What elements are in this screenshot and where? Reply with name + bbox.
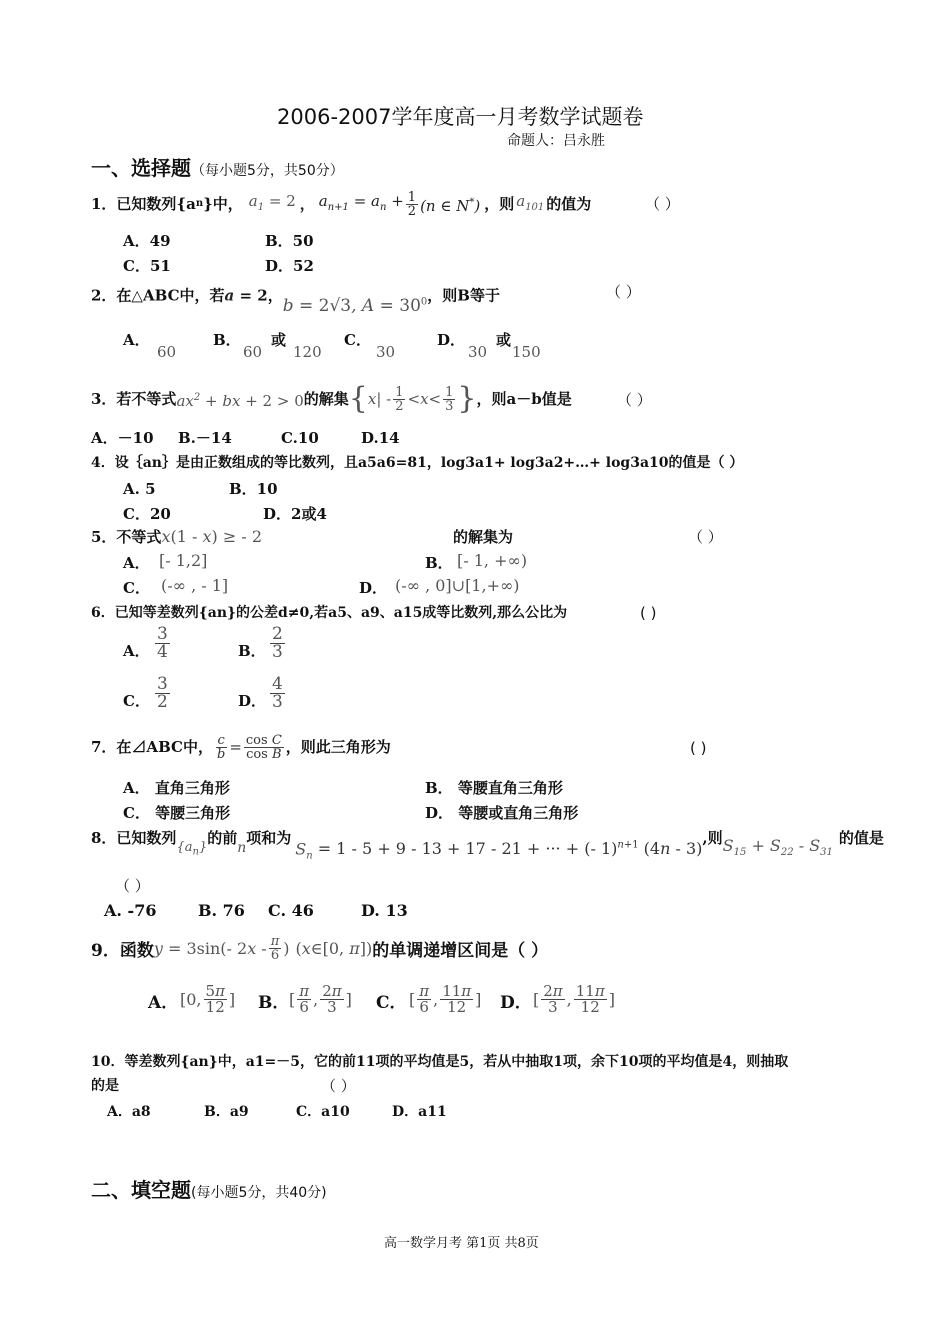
- question-10-line-1: 10．等差数列{an}中，a1=－5，它的前11项的平均值是5，若从中抽取1项，余下10项的平均值是4，则抽取: [91, 1054, 789, 1070]
- q7-option-b: B． 等腰直角三角形: [425, 779, 563, 797]
- q5-stem-b: 的解集为: [453, 528, 514, 546]
- q4-option-a: A. 5: [123, 480, 156, 498]
- q1-stem-b: }中，: [203, 195, 243, 213]
- q2-value-c: 30: [376, 343, 396, 361]
- q10-option-b: B．a9: [204, 1104, 249, 1120]
- q2-option-b: B．: [213, 331, 241, 349]
- q9-stem-a: 9．函数: [91, 940, 154, 961]
- question-1: 1．已知数列{a n }中， $a_1 = 2$ ， $a_{n+1} = a_n$ + $\frac{1}{2}$ (n ∈ N*) ，则 $a_{101}$ 的值为: [91, 189, 592, 219]
- q9-option-c: C．: [376, 993, 407, 1013]
- q9-option-d: D．: [500, 993, 532, 1013]
- q1-option-a: A．49: [123, 232, 171, 250]
- q9-option-b: B．: [258, 993, 290, 1013]
- q2-value-a: 60: [157, 343, 177, 361]
- q5-option-b: B．: [425, 554, 453, 572]
- q5-value-a: [- 1,2]: [159, 551, 208, 570]
- q2-option-d: D．: [437, 331, 466, 349]
- q6-value-c: $\frac{3}{2}$: [157, 674, 168, 712]
- q9-stem-b: 的单调递增区间是（ ）: [372, 940, 549, 961]
- q9-value-b: [ $\frac{\pi}{6}$ , $\frac{2\pi}{3}$ ]: [289, 981, 352, 1016]
- q8-stem-a: 8．已知数列: [91, 829, 177, 847]
- q3-option-a: A．－10: [91, 429, 154, 447]
- q1-stem-a: 1．已知数列{a: [91, 195, 196, 213]
- section-1-heading: [91, 152, 344, 181]
- question-10-line-2: 的是: [91, 1078, 119, 1094]
- question-7: 7．在⊿ABC中， $\frac{c}{b}$ = $\frac{\text{cos C}}{\text{cos B}}$ ，则此三角形为: [91, 732, 391, 762]
- q7-option-a: A． 直角三角形: [123, 779, 230, 797]
- q6-option-d: D．: [238, 692, 267, 710]
- question-8: 8．已知数列 $\{a_n\}$ 的前 n 项和为 $S_n = 1 - 5 + 9 - 13 + 17 - 21$ + ··· + (- 1)$^{n+1}$ (4n - 3) ,则 $S_{15} + S_{22} - S_{31}$ 的值是: [91, 829, 884, 862]
- q5-value-c: (-∞ , - 1]: [161, 576, 229, 595]
- q3-option-b: B.－14: [178, 429, 232, 447]
- q8-option-a: A. -76: [104, 901, 157, 920]
- q5-option-a: A．: [123, 554, 150, 572]
- q2-stem-b: ，则B等于: [427, 286, 500, 305]
- q7-option-c: C． 等腰三角形: [123, 804, 231, 822]
- q2-option-a: A．: [123, 331, 150, 349]
- q6-value-b: $\frac{2}{3}$: [272, 624, 283, 662]
- q3-stem-b: 的解集: [303, 390, 349, 408]
- q2-value-b2: 120: [293, 343, 322, 361]
- q2-value-d2: 150: [512, 343, 541, 361]
- q2-value-b1: 60: [243, 343, 263, 361]
- q6-value-a: $\frac{3}{4}$: [157, 624, 168, 662]
- q6-option-b: B．: [238, 642, 266, 660]
- question-9: 9．函数 y = 3sin(- 2x - $\frac{\pi}{6}$ ) (x∈[0, π]) 的单调递增区间是（ ）: [91, 933, 549, 963]
- q4-option-b: B．10: [229, 480, 278, 498]
- q1-answer-paren: （ ）: [645, 195, 680, 213]
- q5-answer-paren: （ ）: [688, 528, 723, 546]
- section-1-title: 一、选择题: [91, 156, 191, 180]
- q2-option-c: C．: [344, 331, 371, 349]
- q8-stem-b: 的前: [207, 829, 238, 847]
- author-line: 命题人：吕永胜: [507, 133, 605, 149]
- q8-stem-e: 的值是: [838, 829, 884, 847]
- q8-stem-c: 项和为: [246, 829, 292, 847]
- q2-option-d-or: 或: [496, 331, 512, 349]
- question-3: 3．若不等式 $ax^2$ + bx + 2 > 0 的解集 { x | - $\frac{1}{2}$ < x < $\frac{1}{3}$ } ，则a－b值是: [91, 381, 572, 416]
- q7-stem-a: 7．在⊿ABC中，: [91, 738, 213, 756]
- q3-stem-a: 3．若不等式: [91, 390, 177, 408]
- q1-stem-d: 的值为: [546, 195, 592, 213]
- section-1-note: （每小题5分，共50分）: [191, 163, 344, 179]
- q5-option-c: C．: [123, 579, 150, 597]
- q9-option-a: A．: [148, 993, 179, 1013]
- q8-answer-paren: （ ）: [115, 877, 150, 895]
- q4-option-c: C．20: [123, 505, 171, 523]
- q9-value-c: [ $\frac{\pi}{6}$ , $\frac{11\pi}{12}$ ]: [409, 981, 482, 1016]
- q3-answer-paren: （ ）: [617, 391, 652, 409]
- q9-value-d: [ $\frac{2\pi}{3}$ , $\frac{11\pi}{12}$ ]: [533, 981, 615, 1016]
- q7-answer-paren: ( ): [690, 739, 707, 757]
- q3-option-d: D.14: [361, 429, 400, 447]
- q7-option-d: D． 等腰或直角三角形: [425, 804, 579, 822]
- q2-stem-a: 2．在△ABC中，若: [91, 286, 225, 305]
- q6-answer-paren: ( ): [640, 604, 657, 622]
- q2-option-b-or: 或: [271, 331, 287, 349]
- q1-option-b: B．50: [265, 232, 314, 250]
- q8-option-d: D. 13: [361, 901, 408, 920]
- q1-option-c: C．51: [123, 257, 171, 275]
- q8-option-b: B. 76: [198, 901, 245, 920]
- q10-answer-paren: （ ）: [321, 1077, 356, 1095]
- q3-stem-c: ，则a－b值是: [476, 390, 572, 408]
- q10-option-a: A．a8: [107, 1104, 151, 1120]
- q10-option-d: D．a11: [392, 1104, 447, 1120]
- q5-stem-a: 5．不等式: [91, 528, 162, 546]
- q3-option-c: C.10: [281, 429, 319, 447]
- q8-stem-d: ,则: [702, 829, 723, 847]
- q1-option-d: D．52: [265, 257, 314, 275]
- q10-option-c: C．a10: [296, 1104, 350, 1120]
- q6-option-a: A．: [123, 642, 150, 660]
- q1-stem-c: ，则: [484, 195, 515, 213]
- q6-option-c: C．: [123, 692, 150, 710]
- question-5: 5．不等式x(1 - x) ≥ - 2: [91, 527, 262, 546]
- page-title: 2006-2007学年度高一月考数学试题卷: [277, 105, 644, 129]
- q9-value-a: [0, $\frac{5\pi}{12}$ ]: [180, 981, 236, 1016]
- section-2-heading: [91, 1174, 327, 1203]
- q8-option-c: C. 46: [268, 901, 314, 920]
- q4-option-d: D．2或4: [263, 505, 327, 523]
- section-2-title: 二、填空题: [91, 1178, 191, 1202]
- q5-value-d: (-∞ , 0]∪[1,+∞): [395, 576, 520, 595]
- q6-value-d: $\frac{4}{3}$: [272, 674, 283, 712]
- q7-stem-b: ，则此三角形为: [285, 738, 391, 756]
- question-4: 4．设｛an｝是由正数组成的等比数列，且a5a6=81，log3a1+ log3a2+…+ log3a10的值是（ ）: [91, 455, 744, 471]
- q5-value-b: [- 1, +∞): [457, 551, 528, 570]
- page-footer: 高一数学月考 第1页 共8页: [384, 1236, 539, 1251]
- q2-value-d1: 30: [468, 343, 488, 361]
- question-2: 2．在△ABC中，若a = 2，b = 2√3, $A = 30^0$，则B等于: [91, 286, 500, 316]
- q2-answer-paren: （ ）: [606, 283, 641, 301]
- question-6: 6．已知等差数列{an}的公差d≠0,若a5、a9、a15成等比数列,那么公比为: [91, 605, 568, 621]
- section-2-note: (每小题5分，共40分): [191, 1185, 327, 1201]
- q5-option-d: D．: [359, 579, 388, 597]
